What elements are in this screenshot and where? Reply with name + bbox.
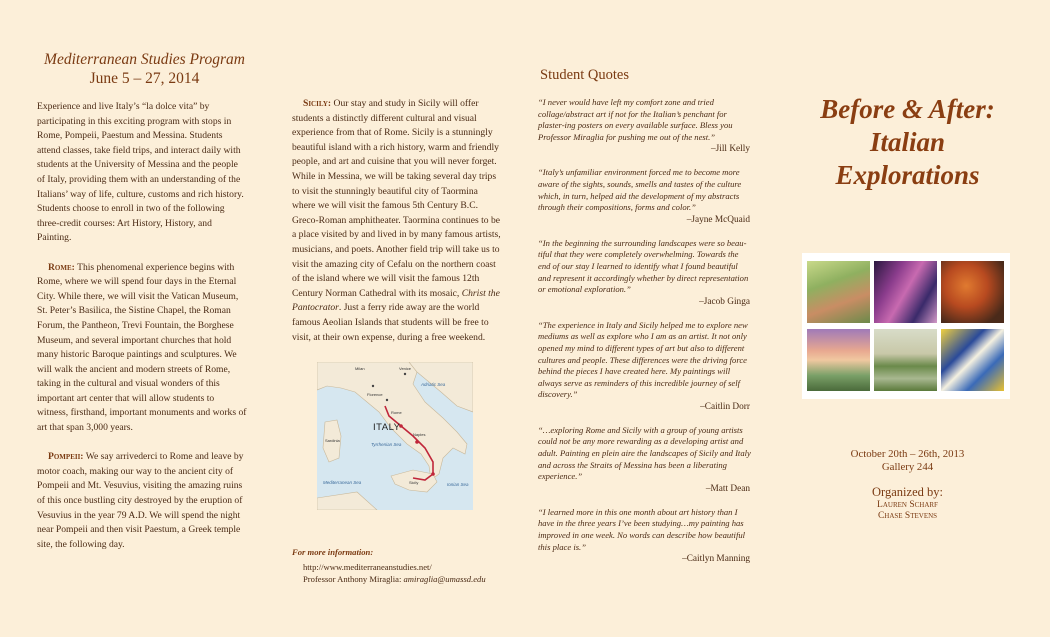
painting-thumbnail [807, 261, 870, 323]
painting-gallery [802, 253, 1010, 399]
info-contact [292, 573, 502, 586]
program-body [37, 100, 247, 552]
contact-email[interactable]: amiraglia@umassd.edu [403, 574, 486, 584]
quote-item [538, 97, 752, 156]
rome-paragraph [37, 261, 247, 436]
quote-item [538, 167, 752, 226]
contact-name: Professor Anthony Miraglia: [303, 574, 404, 584]
quote-author: –Jayne McQuaid [686, 214, 750, 225]
painting-thumbnail [941, 329, 1004, 391]
quotes-list [538, 97, 752, 566]
map-country-label: ITALY [373, 422, 401, 433]
map-adriatic-label: Adriatic Sea [421, 382, 446, 387]
program-title: Mediterranean Studies Program [44, 51, 245, 68]
sicily-text-1: Our stay and study in Sicily will offer students a distinctly different cultural and visual experience from that of Rome. Sicily is a stunningly beautiful island with a rich history, warm and friendly people, and art and cuisine that you will never forget. While in Messina, we will be taking several day trips to visit the stunningly beautiful city of Taormina where we will visit the famous 5th Century B.C. Greco-Roman amphitheater. Taormina continues to be a place visited by and lived in by many famous artists, musicians, and poets. Another field trip will take us to visit the amazing city of Cefalu on the northern coast of the island where we will visit the famous 12th Century Norman Cathedral with its mosaic, [292, 98, 501, 299]
quote-item [538, 238, 752, 309]
exhibit-gallery: Gallery 244 [881, 461, 934, 473]
map-tyrrhenian-label: Tyrrhenian Sea [371, 442, 402, 447]
info-url[interactable]: http://www.mediterraneanstudies.net/ [303, 561, 432, 572]
exhibit-title [800, 93, 1015, 192]
sicily-artwork-title: Christ the Pantocrator [292, 287, 500, 314]
exhibit-title-line-1: Before & After: [820, 94, 995, 124]
exhibit-column [800, 0, 1015, 192]
quote-item [538, 320, 752, 414]
organized-by-label: Organized by: [872, 485, 943, 499]
pompeii-text: We say arrivederci to Rome and leave by motor coach, making our way to the ancient city of Pompeii and Mt. Vesuvius, visiting the amazing ruins of this once bustling city destroyed by the eruption of Vesuvius in the year 79 A.D. We will spend the night near Pompeii and then visit Paestum, a Greek temple site, the following day. [37, 451, 244, 550]
quote-item [538, 507, 752, 566]
more-info-heading: For more information: [292, 547, 374, 557]
sicily-paragraph [292, 97, 502, 345]
quote-author: –Jill Kelly [711, 144, 750, 155]
quote-author: –Jacob Ginga [699, 296, 750, 307]
program-column [37, 0, 247, 567]
map-ionian-label: Ionian Sea [447, 482, 469, 487]
italy-map [317, 362, 473, 510]
pompeii-paragraph [37, 450, 247, 552]
pompeii-heading: Pompeii: [48, 451, 84, 463]
rome-heading: Rome: [48, 261, 75, 273]
quote-text: “I never would have left my comfort zone and tried collage/abstract art if not for the Italian’s penchant for plaster-ing posters on every available surface. Bless you Professor Miraglia for pushing me out of the nest.” [538, 97, 733, 142]
quotes-column [538, 0, 752, 566]
map-naples-label: Naples [413, 432, 426, 437]
quote-author: –Caitlyn Manning [682, 554, 750, 565]
painting-thumbnail [874, 261, 937, 323]
exhibit-title-line-2: Italian Explorations [835, 127, 980, 190]
sicily-text-2: . Just a ferry ride away are the world famous Aeolian Islands that students will be free to visit, at their own expense, during a free weekend. [292, 302, 489, 343]
map-rome-label: Rome [391, 410, 402, 415]
sicily-column [292, 0, 502, 360]
quote-text: “Italy’s unfamiliar environment forced me to become more aware of the sights, sounds, smells and tastes of the culture which, in turn, helped aid the development of my abstracts through their compositions, forms and color.” [538, 167, 742, 213]
map-milan-label: Milan [355, 366, 365, 371]
map-mediterranean-label: Mediterranean Sea [323, 480, 362, 485]
organizer-name: Lauren Scharf [877, 500, 938, 510]
map-florence-label: Florence [367, 392, 383, 397]
quote-author: –Matt Dean [705, 483, 750, 494]
sicily-heading: Sicily: [303, 98, 332, 109]
italy-map-graphic [317, 362, 473, 510]
quote-text: “…exploring Rome and Sicily with a group of young artists could not be any more rewarding as a developing artist and adult. Painting en plein aire the landscapes of Sicily and Italy and across the Straits of Messina has been a liberating experience.” [538, 424, 751, 482]
quote-text: “The experience in Italy and Sicily helped me to explore new mediums as well as explore who I am as an artist. It not only opened my mind to different types of art but also to different cultures and people. These differences were the driving force behind the pieces I have created here. My paintings will always serve as reminders of this incredible journey of self discovery.” [538, 319, 748, 400]
program-dates: June 5 – 27, 2014 [89, 70, 200, 87]
quote-text: “I learned more in this one month about art history than I have in the three years I’ve been studying…my painting has improved in one week. No words can describe how beautiful this place is.” [538, 506, 746, 552]
exhibit-details [800, 448, 1015, 522]
rome-text: This phenomenal experience begins with Rome, where we will spend four days in the Eternal City. While there, we will visit the Vatican Museum, St. Peter’s Basilica, the Sistine Chapel, the Roman Forum, the Pantheon, Trevi Fountain, the Borghese Museum, and several important churches that hold many historic Baroque paintings and sculptures. We will walk the ancient and modern streets of Rome, taking in the cultural and visual wonders of this important art center that will allow students to witness, firsthand, important monuments and works of art that span 3,000 years. [37, 261, 247, 434]
organizer-name: Chase Stevens [877, 511, 938, 521]
map-venice-label: Venice [399, 366, 412, 371]
map-sicily-label: Sicily [409, 480, 419, 485]
quote-text: “In the beginning the surrounding landscapes were so beau-tiful that they were completely overwhelming. Towards the end of our stay I learned to identify what I found beautiful and represent it accordingly whether by direct representation or emotional exploration.” [538, 237, 749, 295]
sicily-body [292, 97, 502, 345]
intro-paragraph: Experience and live Italy’s “la dolce vita” by participating in this exciting program with stops in Rome, Pompeii, Paestum and Messina. Students attend classes, take field trips, and interact daily with students at the University of Messina and the people of Italy, providing them with an understanding of the Italians’ way of life, culture, customs and rich history. Students choose to enroll in two of the following three-credit courses: Art History, History, and Painting. [37, 101, 244, 244]
more-info-block [292, 546, 502, 586]
painting-thumbnail [807, 329, 870, 391]
painting-thumbnail [941, 261, 1004, 323]
painting-thumbnail [874, 329, 937, 391]
exhibit-dates: October 20th – 26th, 2013 [850, 448, 965, 460]
quote-author: –Caitlin Dorr [700, 401, 750, 412]
quotes-title: Student Quotes [540, 67, 630, 83]
map-sardinia-label: Sardinia [325, 438, 340, 443]
quote-item [538, 425, 752, 496]
